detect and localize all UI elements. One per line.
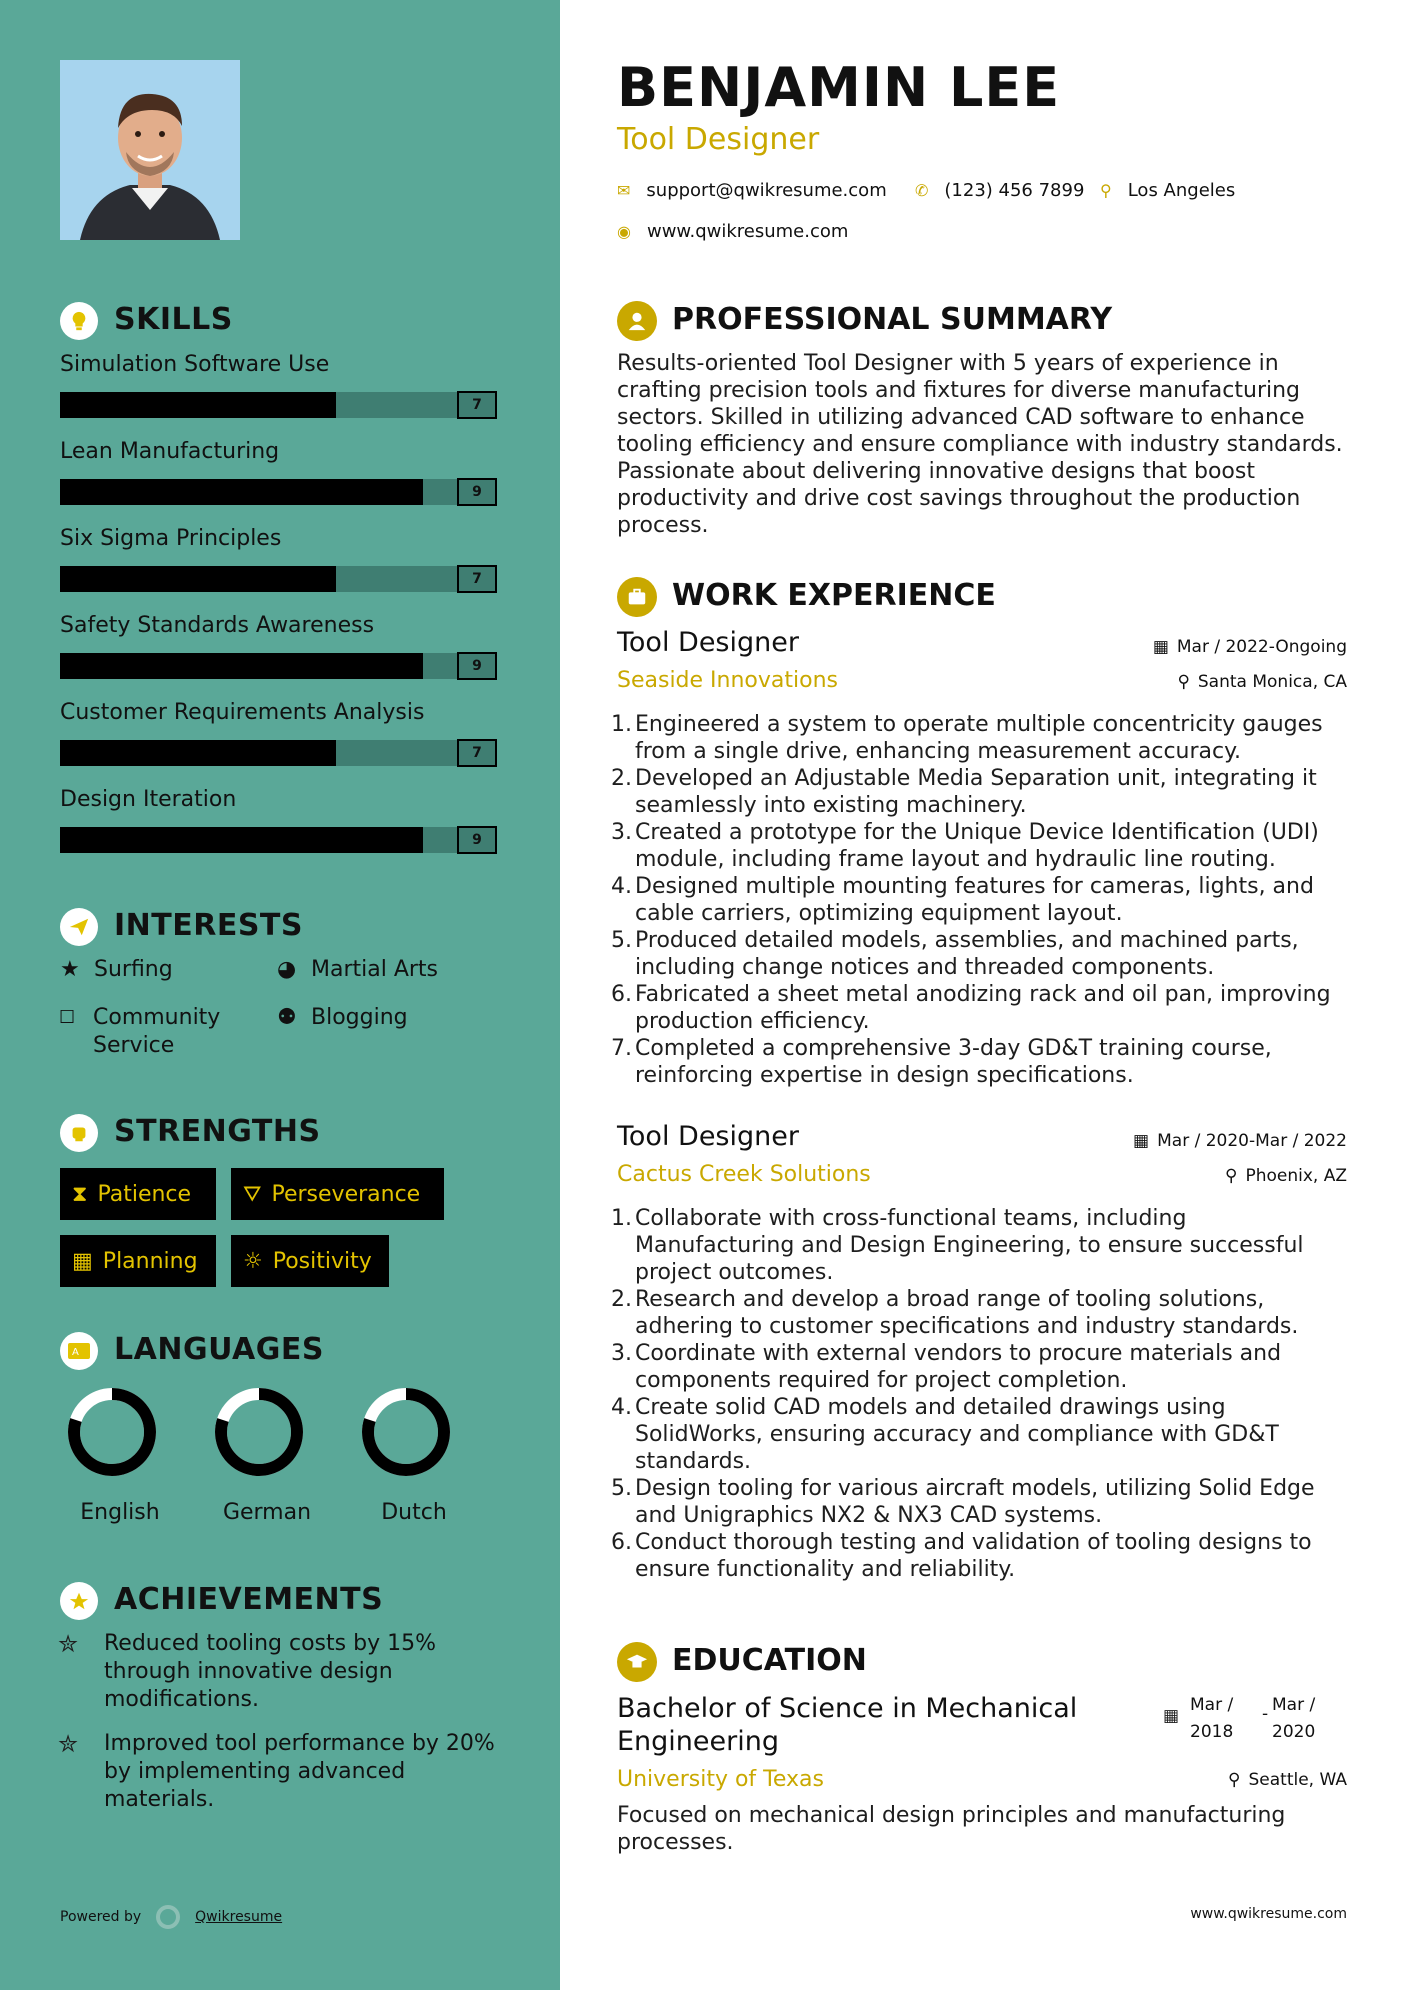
- duty-item: 5. Produced detailed models, assemblies, and machined parts, including change notices and threaded components.: [611, 928, 1299, 980]
- interest-item: ★ Surfing: [60, 957, 173, 982]
- duty-item: 4. Designed multiple mounting features for cameras, lights, and cable carriers, optimizing equipment layout.: [611, 874, 1314, 926]
- duty-item: 4. Create solid CAD models and detailed drawings using SolidWorks, ensuring accuracy and compliance with GD&T standards.: [611, 1395, 1279, 1474]
- language-ring: [211, 1384, 307, 1480]
- degree-line-1: Bachelor of Science in Mechanical: [617, 1693, 1078, 1724]
- skill-name: Customer Requirements Analysis: [60, 700, 425, 725]
- company-name: Seaside Innovations: [617, 668, 838, 693]
- calendar-icon: ▦: [1152, 637, 1169, 657]
- translate-icon: [60, 1332, 98, 1370]
- qwikresume-link[interactable]: Qwikresume: [195, 1909, 283, 1925]
- skill-bar-fill: [60, 392, 336, 418]
- company-name: Cactus Creek Solutions: [617, 1162, 871, 1187]
- skills-heading: SKILLS: [114, 302, 233, 337]
- footer-website[interactable]: www.qwikresume.com: [1190, 1906, 1347, 1922]
- email-contact[interactable]: ✉ support@qwikresume.com: [617, 180, 887, 201]
- strength-badge: ▦ Planning: [60, 1235, 216, 1287]
- job-title: Tool Designer: [617, 627, 799, 658]
- education-description: Focused on mechanical design principles and manufacturing processes.: [617, 1803, 1286, 1855]
- star-burst-icon: ✮: [58, 1630, 79, 1658]
- medal-icon: [60, 1582, 98, 1620]
- calendar-icon: ▦: [1133, 1131, 1150, 1151]
- users-icon: ⚉: [277, 1005, 297, 1030]
- duty-item: 2. Developed an Adjustable Media Separation unit, integrating it seamlessly into existing machinery.: [611, 766, 1317, 818]
- education-end-date: Mar / 2020: [1272, 1695, 1316, 1742]
- languages-heading: LANGUAGES: [114, 1332, 324, 1367]
- skill-bar-fill: [60, 653, 423, 679]
- language-ring: [358, 1384, 454, 1480]
- skill-bar-fill: [60, 827, 423, 853]
- paper-plane-icon: [60, 908, 98, 946]
- duty-list: [611, 1205, 1351, 1583]
- graduation-icon: [617, 1642, 657, 1682]
- achievement-item: Improved tool performance by 20% by implementing advanced materials.: [104, 1731, 495, 1812]
- skill-bar: [60, 392, 497, 418]
- education-start-date: Mar / 2018: [1190, 1695, 1234, 1742]
- skill-name: Design Iteration: [60, 787, 237, 812]
- skill-bar-fill: [60, 740, 336, 766]
- hourglass-icon: ⧗: [72, 1181, 88, 1207]
- skill-bar-fill: [60, 479, 423, 505]
- strength-badge: ⛛ Perseverance: [231, 1168, 444, 1220]
- skill-level-badge: 9: [457, 478, 497, 506]
- language-label: German: [222, 1500, 312, 1525]
- hand-icon: ☐: [59, 1007, 76, 1028]
- duty-item: 7. Completed a comprehensive 3-day GD&T training course, reinforcing expertise in design specifications.: [611, 1036, 1272, 1088]
- skill-bar: [60, 653, 497, 679]
- duty-list: [611, 711, 1351, 1089]
- duty-item: 3. Created a prototype for the Unique Device Identification (UDI) module, including frame layout and hydraulic line routing.: [611, 820, 1319, 872]
- skill-level-badge: 9: [457, 826, 497, 854]
- strength-badge: ☼ Positivity: [231, 1235, 389, 1287]
- job-location: ⚲ Santa Monica, CA: [1177, 672, 1347, 692]
- school-name: University of Texas: [617, 1767, 824, 1792]
- achievement-item: Reduced tooling costs by 15% through innovative design modifications.: [104, 1631, 436, 1712]
- globe-icon: ◉: [617, 222, 631, 241]
- job-dates: ▦ Mar / 2022-Ongoing: [1152, 637, 1347, 657]
- job-location: ⚲ Phoenix, AZ: [1225, 1166, 1347, 1186]
- summary-heading: PROFESSIONAL SUMMARY: [672, 302, 1113, 337]
- date-separator: -: [1262, 1704, 1269, 1724]
- pin-icon: ⚲: [1228, 1770, 1241, 1790]
- location-contact: ⚲ Los Angeles: [1100, 180, 1236, 201]
- calendar-icon: ▦: [72, 1248, 93, 1274]
- language-label: Dutch: [381, 1500, 447, 1525]
- strengths-heading: STRENGTHS: [114, 1114, 321, 1149]
- duty-item: 6. Conduct thorough testing and validation of tooling designs to ensure functionality and reliability.: [611, 1530, 1312, 1582]
- skill-bar-fill: [60, 566, 336, 592]
- job-dates: ▦ Mar / 2020-Mar / 2022: [1133, 1131, 1347, 1151]
- language-label: English: [80, 1500, 160, 1525]
- skill-bar: [60, 740, 497, 766]
- skill-bar: [60, 827, 497, 853]
- duty-item: 1. Collaborate with cross-functional teams, including Manufacturing and Design Engineering, to ensure successful project outcomes.: [611, 1206, 1304, 1285]
- fist-icon: [60, 1114, 98, 1152]
- star-burst-icon: ✮: [58, 1730, 79, 1758]
- education-location: ⚲ Seattle, WA: [1228, 1770, 1347, 1790]
- interest-item: ☐ Community Service: [59, 1005, 221, 1058]
- duty-item: 5. Design tooling for various aircraft models, utilizing Solid Edge and Unigraphics NX2 & NX3 CAD systems.: [611, 1476, 1315, 1528]
- briefcase-icon: [617, 577, 657, 617]
- interest-item: ◕ Martial Arts: [277, 957, 439, 982]
- skill-bar: [60, 479, 497, 505]
- skill-level-badge: 7: [457, 565, 497, 593]
- achievements-heading: ACHIEVEMENTS: [114, 1582, 384, 1617]
- envelope-icon: ✉: [617, 181, 631, 200]
- road-icon: ⛛: [243, 1181, 262, 1207]
- education-heading: EDUCATION: [672, 1643, 867, 1678]
- phone-icon: ✆: [915, 181, 929, 200]
- candidate-role: Tool Designer: [617, 122, 820, 157]
- skill-name: Safety Standards Awareness: [60, 613, 375, 638]
- star-icon: ★: [60, 957, 80, 982]
- website-contact[interactable]: ◉ www.qwikresume.com: [617, 221, 849, 242]
- strength-badge: ⧗ Patience: [60, 1168, 216, 1220]
- skill-name: Lean Manufacturing: [60, 439, 280, 464]
- lightbulb-icon: [60, 302, 98, 340]
- pin-icon: ⚲: [1177, 672, 1190, 692]
- interests-heading: INTERESTS: [114, 908, 303, 943]
- duty-item: 2. Research and develop a broad range of tooling solutions, adhering to customer specifications and industry standards.: [611, 1287, 1299, 1339]
- map-pin-icon: ⚲: [1100, 181, 1112, 200]
- language-ring: [64, 1384, 160, 1480]
- pin-icon: ⚲: [1225, 1166, 1238, 1186]
- duty-item: 6. Fabricated a sheet metal anodizing rack and oil pan, improving production efficiency.: [611, 982, 1331, 1034]
- job-title: Tool Designer: [617, 1121, 799, 1152]
- profile-photo: [60, 60, 240, 240]
- sidebar: [0, 0, 560, 1990]
- phone-contact[interactable]: ✆ (123) 456 7899: [915, 180, 1085, 201]
- skill-name: Six Sigma Principles: [60, 526, 282, 551]
- candidate-name: BENJAMIN LEE: [617, 56, 1061, 119]
- experience-heading: WORK EXPERIENCE: [672, 578, 996, 613]
- qwikresume-logo-icon: [155, 1904, 181, 1930]
- skill-bar: [60, 566, 497, 592]
- duty-item: 1. Engineered a system to operate multiple concentricity gauges from a single drive, enhancing measurement accuracy.: [611, 712, 1323, 764]
- skill-level-badge: 7: [457, 739, 497, 767]
- globe-icon: ◕: [277, 957, 297, 982]
- summary-text: Results-oriented Tool Designer with 5 years of experience in crafting precision tools and fixtures for diverse manufacturing sectors. Skilled in utilizing advanced CAD software to enhance tooling efficiency and ensure compliance with industry standards. Passionate about delivering innovative designs that boost productivity and drive cost savings throughout the production process.: [617, 351, 1343, 538]
- duty-item: 3. Coordinate with external vendors to procure materials and components required for project completion.: [611, 1341, 1282, 1393]
- calendar-icon: ▦: [1163, 1706, 1180, 1726]
- degree-line-2: Engineering: [617, 1726, 779, 1757]
- powered-by: Powered by Qwikresume: [60, 1904, 282, 1930]
- skill-level-badge: 7: [457, 391, 497, 419]
- sun-icon: ☼: [243, 1248, 263, 1274]
- user-icon: [617, 301, 657, 341]
- interest-item: ⚉ Blogging: [277, 1005, 408, 1030]
- svg-text:A: A: [72, 1347, 79, 1358]
- skill-name: Simulation Software Use: [60, 352, 330, 377]
- skill-level-badge: 9: [457, 652, 497, 680]
